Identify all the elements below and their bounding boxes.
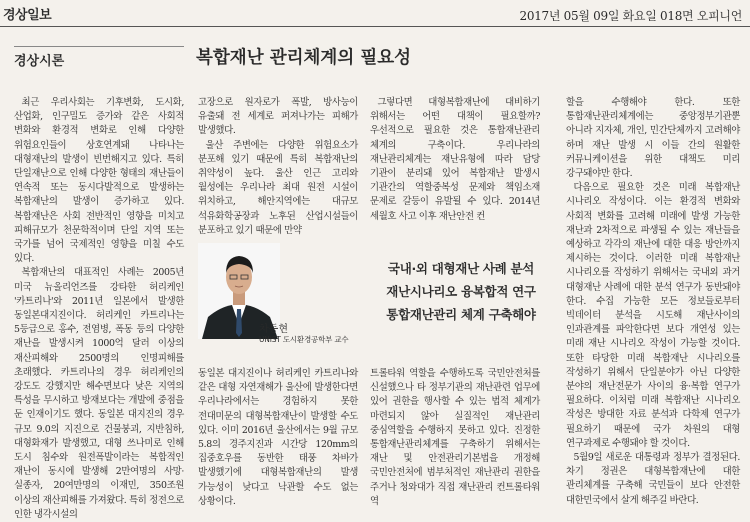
- article-column-3-bottom: [370, 367, 540, 507]
- paragraph: 할을 수행해야 한다. 또한 통합재난관리체계에는 중앙정부기관뿐 아니라 지자체, 개인, 민간단체까지 고려해야 하며 재난 발생 시 이들 간의 원활한 커뮤니케이션을 위한 대책도 미리 강구돼야만 한다.: [566, 97, 740, 180]
- masthead: [0, 0, 750, 26]
- newspaper-logo: 경상일보: [3, 8, 52, 23]
- author-title: UNIST 도시환경공학부 교수: [259, 335, 349, 344]
- paragraph: 고장으로 원자로가 폭발, 방사능이 유출돼 전 세계로 퍼져나가는 피해가 발생했다.: [198, 97, 358, 137]
- article-column-4: [566, 96, 740, 506]
- paragraph: 5월9일 새로운 대통령과 정부가 결정된다. 차기 정권은 대형복합재난에 대한 관리체계를 구축해 국민들이 보다 안전한 대한민국에서 살게 해주길 바란다.: [566, 452, 740, 506]
- author-name: 차동현: [259, 324, 288, 335]
- section-divider: [14, 46, 184, 47]
- pull-quote-line: 통합재난관리 체계 구축해야: [386, 307, 536, 322]
- author-box: [198, 243, 358, 355]
- masthead-rule: [0, 26, 750, 27]
- dateline: 2017년 05월 09일 화요일 018면 오피니언: [519, 9, 742, 23]
- pull-quote: [366, 257, 556, 326]
- article-headline: 복합재난 관리체계의 필요성: [196, 48, 412, 68]
- article-column-3-top: [370, 96, 540, 226]
- paragraph: 복합재난의 대표적인 사례는 2005년 미국 뉴올리언즈를 강타한 허리케인 '카트리나'와 2011년 일본에서 발생한 동일본대지진이다. 허리케인 카트리나는 5등급으로 홍수, 전염병, 폭동 등의 다양한 재난을 발생시켜 1000억 달러 이상의 재산피해와 2500명의 인명피해를 초래했다. 카트리나의 경우 허리케인의 강도도 강했지만 해수면보다 낮은 지역의 특성을 무시하고 방재보다는 개발에 중점을 둔 인재이기도 했다. 동일본 대지진의 경우 규모 9.0의 지진으로 건물붕괴, 지반침하, 대형화재가 발생했고, 대형 쓰나미로 인해 도시 침수와 원전폭발이라는 복합적인 재난이 동시에 발생해 2만여명의 사망·실종자, 20여만명의 이재민, 350조원 이상의 재산피해를 가져왔다. 특히 정전으로 인한 냉각시설의: [14, 267, 184, 520]
- paragraph: 울산 주변에는 다양한 위험요소가 분포해 있기 때문에 특히 복합재난의 취약성이 높다. 울산 인근 고리와 월성에는 우리나라 최대 원전 시설이 위치하고, 해안지역에는 대규모 석유화학공장과 노후된 산업시설들이 분포하고 있기 때문에 만약: [198, 139, 358, 236]
- article-column-1: [14, 96, 184, 520]
- article-column-2-bottom: [198, 367, 358, 507]
- section-tag: 경상시론: [14, 54, 65, 69]
- paragraph: 최근 우리사회는 기후변화, 도시화, 산업화, 인구밀도 증가와 같은 사회적 변화와 환경적 변화로 인해 다양한 위험요인들이 상호연계돼 나타나는 대형재난의 발생이 빈번해지고 있다. 특히 단일재난으로 인해 다양한 형태의 재난들이 연속적 또는 동시다발적으로 발생하는 복합재난의 발생이 증가하고 있다. 복합재난은 사회 전반적인 영향을 미치고 피해규모가 천문학적이며 단일 지역 또는 국가를 넘어 국제적인 영향을 미칠 수도 있다.: [14, 97, 184, 265]
- paragraph: 다음으로 필요한 것은 미래 복합재난 시나리오 작성이다. 이는 환경적 변화와 사회적 변화를 고려해 미래에 발생 가능한 재난과 2차적으로 파생될 수 있는 재난들을 예상하고 각각의 재난에 대한 대응 방안까지 제시하는 것이다. 이러한 미래 복합재난 시나리오를 작성하기 위해서는 국내외 과거 대형재난 사례에 대한 분석 연구가 동반돼야 한다. 수집 가능한 모든 정보들로부터 빅데이터 분석을 시도해 재난사이의 인과관계를 파악한다면 보다 개연성 있는 미래 재난 시나리오 작성이 가능할 것이다. 또한 타당한 미래 복합재난 시나리오를 작성하기 위해서 단일분야가 아닌 다양한 분야의 재난전문가 사이의 융·복합 연구가 필요하다. 이처럼 미래 복합재난 시나리오 작성은 방대한 자료 분석과 다학제 연구가 필요하기 때문에 국가 차원의 대형 연구과제로 수행돼야 할 것이다.: [566, 182, 740, 449]
- paragraph: 동일본 대지진이나 허리케인 카트리나와 같은 대형 자연재해가 울산에 발생한다면 우리나라에서는 경험하지 못한 전대미문의 대형복합재난이 발생할 수도 있다. 이미 2016년 울산에서는 9월 규모 5.8의 경주지진과 시간당 120mm의 집중호우를 동반한 태풍 차바가 발생했기에 대형복합재난의 발생 가능성이 낮다고 낙관할 수도 없는 상황이다.: [198, 368, 358, 507]
- paragraph: 그렇다면 대형복합재난에 대비하기 위해서는 어떤 대책이 필요할까? 우선적으로 필요한 것은 통합재난관리 체계의 구축이다. 우리나라의 재난관리체계는 재난유형에 따라 담당 기관이 분리돼 있어 복합재난 발생시 기관간의 역할중복성 문제와 책임소재 문제로 갈등이 유발될 수 있다. 2014년 세월호 사고 이후 재난안전 컨: [370, 97, 540, 222]
- article-column-2-top: [198, 96, 358, 236]
- pull-quote-line: 국내·외 대형재난 사례 분석: [387, 261, 535, 276]
- paragraph: 트롤타워 역할을 수행하도록 국민안전처를 신설했으나 타 정부기관의 재난관련 업무에 있어 권한을 행사할 수 있는 법적 체계가 마련되지 않아 실질적인 재난관리 중심역할을 수행하지 못하고 있다. 진정한 통합재난관리체계를 구축하기 위해서는 재난 및 안전관리기본법을 개정해 국민안전처에 범부처적인 재난관리 권한을 주거나 청와대가 직접 재난관리 컨트롤타워 역: [370, 368, 540, 507]
- pull-quote-line: 재난시나리오 융복합적 연구: [386, 284, 536, 299]
